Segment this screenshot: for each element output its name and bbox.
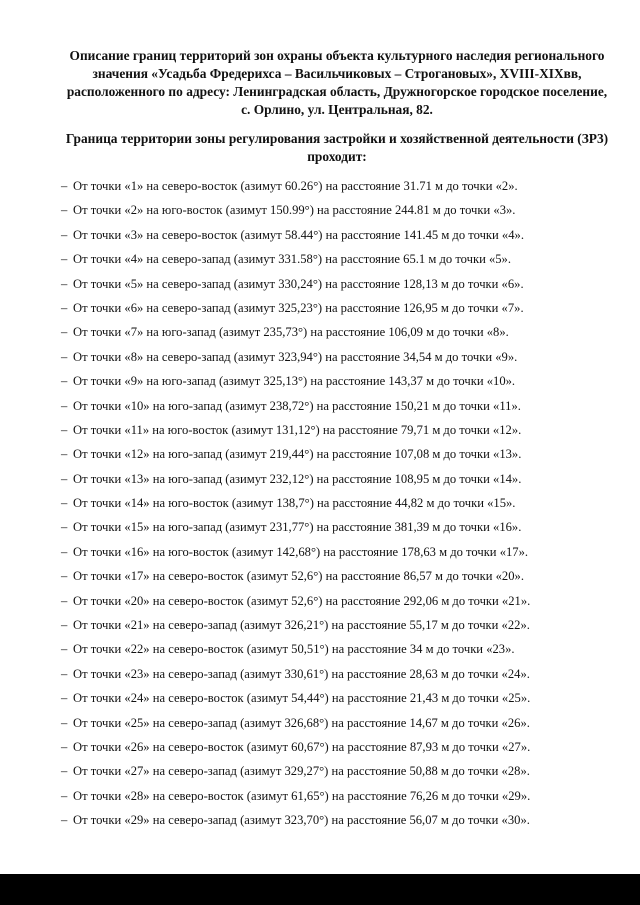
route-text: От точки «5» на северо-запад (азимут 330,24°) на расстояние 128,13 м до точки «6». [73, 276, 524, 291]
route-text: От точки «28» на северо-восток (азимут 61,65°) на расстояние 76,26 м до точки «29». [73, 788, 531, 803]
list-item [61, 763, 621, 787]
route-text: От точки «1» на северо-восток (азимут 60.26°) на расстояние 31.71 м до точки «2». [73, 179, 518, 193]
list-item [61, 251, 621, 275]
route-text: От точки «4» на северо-запад (азимут 331.58°) на расстояние 65.1 м до точки «5». [73, 252, 512, 267]
route-text: От точки «15» на юго-запад (азимут 231,77°) на расстояние 381,39 м до точки «16». [73, 520, 522, 535]
list-dash: – [61, 520, 68, 535]
list-dash: – [61, 813, 68, 828]
list-item [61, 178, 621, 202]
list-dash: – [61, 496, 68, 511]
list-item [61, 300, 621, 324]
list-item [61, 739, 621, 763]
route-text: От точки «2» на юго-восток (азимут 150.99°) на расстояние 244.81 м до точки «3». [73, 203, 516, 218]
route-text: От точки «8» на северо-запад (азимут 323,94°) на расстояние 34,54 м до точки «9». [73, 349, 518, 364]
route-text: От точки «29» на северо-запад (азимут 323,70°) на расстояние 56,07 м до точки «30». [73, 813, 530, 828]
list-item [61, 812, 621, 836]
list-dash: – [61, 179, 68, 193]
route-text: От точки «7» на юго-запад (азимут 235,73°) на расстояние 106,09 м до точки «8». [73, 325, 509, 340]
list-dash: – [61, 715, 68, 730]
route-text: От точки «3» на северо-восток (азимут 58.44°) на расстояние 141.45 м до точки «4». [73, 227, 524, 242]
list-dash: – [61, 544, 68, 559]
list-item [61, 398, 621, 422]
route-text: От точки «6» на северо-запад (азимут 325,23°) на расстояние 126,95 м до точки «7». [73, 300, 524, 315]
route-text: От точки «9» на юго-запад (азимут 325,13°) на расстояние 143,37 м до точки «10». [73, 374, 516, 389]
document-title: Описание границ территорий зон охраны объекта культурного наследия регионального значения «Усадьба Фредерихса – Васильчиковых – Строгановых», XVIII-XIXвв, расположенного по адресу: Ленинградская область, Дружногорское городское поселение, с. Орлино, ул. Центральная, 82. [66, 48, 608, 117]
route-text: От точки «20» на северо-восток (азимут 52,6°) на расстояние 292,06 м до точки «21». [73, 593, 531, 608]
list-item [61, 227, 621, 251]
list-dash: – [61, 618, 68, 633]
list-dash: – [61, 764, 68, 779]
list-dash: – [61, 788, 68, 803]
list-dash: – [61, 374, 68, 389]
list-dash: – [61, 300, 68, 315]
list-item [61, 617, 621, 641]
route-text: От точки «12» на юго-запад (азимут 219,44°) на расстояние 107,08 м до точки «13». [73, 447, 522, 462]
list-item [61, 593, 621, 617]
list-item [61, 349, 621, 373]
list-item [61, 422, 621, 446]
route-text: От точки «10» на юго-запад (азимут 238,72°) на расстояние 150,21 м до точки «11». [73, 398, 521, 413]
section-heading: Граница территории зоны регулирования застройки и хозяйственной деятельности (ЗР3) проходит: [65, 131, 609, 164]
route-text: От точки «24» на северо-восток (азимут 54,44°) на расстояние 21,43 м до точки «25». [73, 691, 531, 706]
list-dash: – [61, 569, 68, 584]
list-item [61, 373, 621, 397]
list-item [61, 690, 621, 714]
list-item [61, 788, 621, 812]
list-item [61, 544, 621, 568]
list-dash: – [61, 642, 68, 657]
scan-edge [0, 874, 640, 905]
list-dash: – [61, 349, 68, 364]
route-text: От точки «17» на северо-восток (азимут 52,6°) на расстояние 86,57 м до точки «20». [73, 569, 524, 584]
list-dash: – [61, 666, 68, 681]
list-dash: – [61, 276, 68, 291]
list-dash: – [61, 422, 68, 437]
list-item [61, 641, 621, 665]
list-item [61, 495, 621, 519]
list-item [61, 715, 621, 739]
list-item [61, 666, 621, 690]
list-dash: – [61, 471, 68, 486]
list-item [61, 446, 621, 470]
list-item [61, 276, 621, 300]
boundary-route-list [61, 178, 621, 837]
route-text: От точки «23» на северо-запад (азимут 330,61°) на расстояние 28,63 м до точки «24». [73, 666, 530, 681]
route-text: От точки «21» на северо-запад (азимут 326,21°) на расстояние 55,17 м до точки «22». [73, 618, 530, 633]
list-dash: – [61, 691, 68, 706]
route-text: От точки «11» на юго-восток (азимут 131,12°) на расстояние 79,71 м до точки «12». [73, 422, 522, 437]
list-item [61, 324, 621, 348]
list-item [61, 568, 621, 592]
list-dash: – [61, 447, 68, 462]
list-dash: – [61, 398, 68, 413]
list-dash: – [61, 593, 68, 608]
route-text: От точки «22» на северо-восток (азимут 50,51°) на расстояние 34 м до точки «23». [73, 642, 515, 657]
route-text: От точки «26» на северо-восток (азимут 60,67°) на расстояние 87,93 м до точки «27». [73, 739, 531, 754]
list-item [61, 519, 621, 543]
list-dash: – [61, 227, 68, 242]
list-item [61, 471, 621, 495]
list-dash: – [61, 203, 68, 218]
list-item [61, 202, 621, 226]
list-dash: – [61, 325, 68, 340]
route-text: От точки «14» на юго-восток (азимут 138,7°) на расстояние 44,82 м до точки «15». [73, 496, 516, 511]
list-dash: – [61, 739, 68, 754]
route-text: От точки «25» на северо-запад (азимут 326,68°) на расстояние 14,67 м до точки «26». [73, 715, 530, 730]
route-text: От точки «16» на юго-восток (азимут 142,68°) на расстояние 178,63 м до точки «17». [73, 544, 529, 559]
route-text: От точки «13» на юго-запад (азимут 232,12°) на расстояние 108,95 м до точки «14». [73, 471, 522, 486]
route-text: От точки «27» на северо-запад (азимут 329,27°) на расстояние 50,88 м до точки «28». [73, 764, 530, 779]
list-dash: – [61, 252, 68, 267]
